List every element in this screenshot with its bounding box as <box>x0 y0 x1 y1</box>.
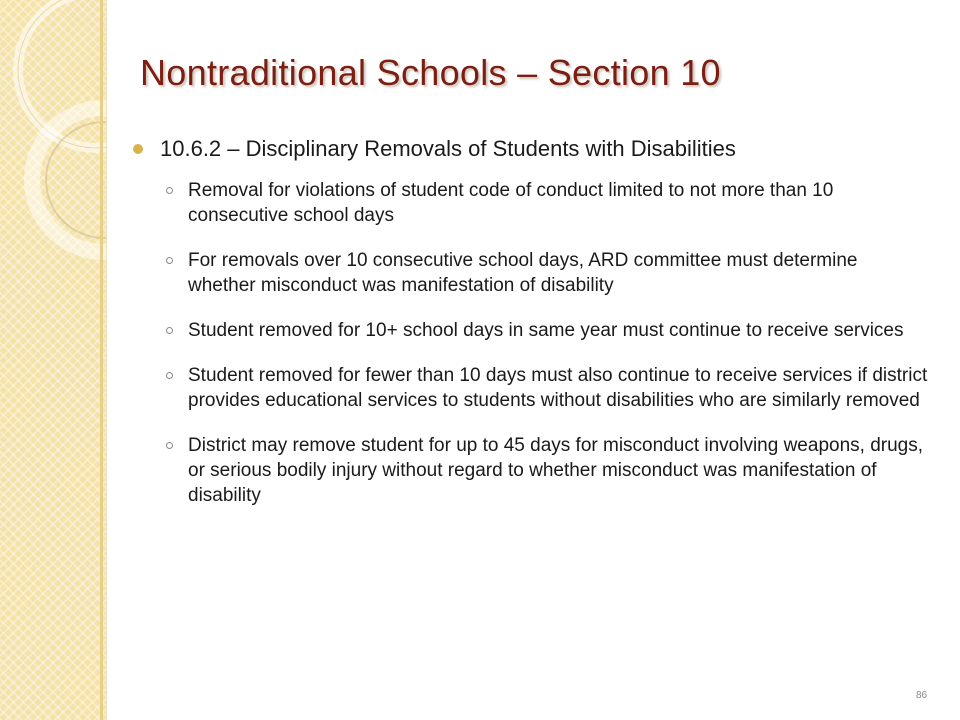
slide-content <box>130 134 930 528</box>
sub-bullet <box>130 248 930 298</box>
sub-bullet-text: For removals over 10 consecutive school days, ARD committee must determine whether misconduct was manifestation of disability <box>188 250 858 296</box>
sub-bullet <box>130 318 930 343</box>
filled-circle-bullet-icon <box>133 144 143 154</box>
sub-bullet <box>130 178 930 228</box>
side-band-edge <box>100 0 103 720</box>
hollow-circle-bullet-icon <box>166 372 173 379</box>
sub-bullet-text: Student removed for fewer than 10 days must also continue to receive services if district provides educational services to students without disabilities who are similarly removed <box>188 365 928 411</box>
hollow-circle-bullet-icon <box>166 257 173 264</box>
hollow-circle-bullet-icon <box>166 327 173 334</box>
sub-bullet-text: Student removed for 10+ school days in same year must continue to receive services <box>188 320 904 341</box>
hollow-circle-bullet-icon <box>166 442 173 449</box>
sub-bullet <box>130 433 930 508</box>
sub-bullet <box>130 363 930 413</box>
sub-bullet-text: Removal for violations of student code of conduct limited to not more than 10 consecutive school days <box>188 180 834 226</box>
decorative-rings <box>0 0 106 720</box>
decorative-side-band <box>0 0 106 720</box>
slide-title: Nontraditional Schools – Section 10 <box>140 52 721 93</box>
hollow-circle-bullet-icon <box>166 187 173 194</box>
main-bullet-text: 10.6.2 – Disciplinary Removals of Students with Disabilities <box>160 136 736 161</box>
page-number: 86 <box>916 690 928 701</box>
sub-bullet-text: District may remove student for up to 45 days for misconduct involving weapons, drugs, or serious bodily injury without regard to whether misconduct was manifestation of disability <box>188 435 924 506</box>
side-band-edge-light <box>106 0 107 720</box>
main-bullet <box>130 134 930 164</box>
